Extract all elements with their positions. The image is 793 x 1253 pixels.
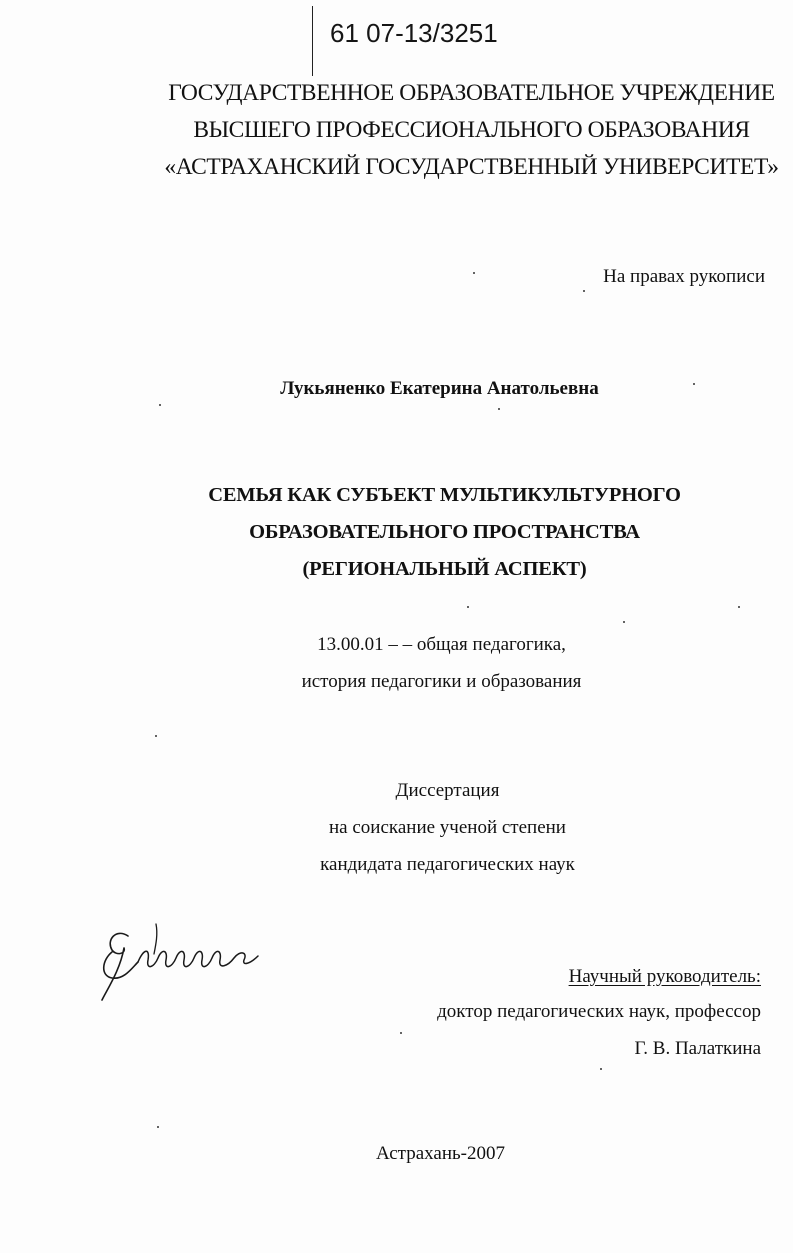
scan-speck	[583, 290, 585, 292]
city-year: Астрахань-2007	[376, 1143, 505, 1164]
scan-speck	[498, 408, 500, 410]
scan-speck	[400, 1032, 402, 1034]
institution-line-3: «АСТРАХАНСКИЙ ГОСУДАРСТВЕННЫЙ УНИВЕРСИТЕТ»	[164, 154, 779, 180]
specialty-code-line: 13.00.01 – – общая педагогика,	[317, 634, 566, 655]
stamp-vertical-line	[312, 6, 313, 76]
scan-speck	[738, 606, 740, 608]
institution-line-2: ВЫСШЕГО ПРОФЕССИОНАЛЬНОГО ОБРАЗОВАНИЯ	[193, 117, 750, 143]
archive-stamp-number: 61 07-13/3251	[330, 18, 498, 48]
scan-speck	[467, 606, 469, 608]
institution-line-1: ГОСУДАРСТВЕННОЕ ОБРАЗОВАТЕЛЬНОЕ УЧРЕЖДЕНИЕ	[168, 80, 775, 106]
scan-speck	[623, 621, 625, 623]
scan-speck	[693, 383, 695, 385]
scan-speck	[155, 735, 157, 737]
author-name: Лукьяненко Екатерина Анатольевна	[280, 378, 599, 399]
scan-speck	[159, 404, 161, 406]
supervisor-heading: Научный руководитель:	[568, 966, 761, 987]
scan-speck	[157, 1126, 159, 1128]
supervisor-name: Г. В. Палаткина	[634, 1038, 761, 1059]
supervisor-degree: доктор педагогических наук, профессор	[437, 1001, 761, 1022]
scan-speck	[473, 272, 475, 274]
dissertation-purpose: на соискание ученой степени	[329, 817, 566, 838]
handwritten-signature	[98, 918, 263, 1008]
scan-speck	[600, 1068, 602, 1070]
dissertation-label: Диссертация	[395, 780, 500, 801]
title-line-2: ОБРАЗОВАТЕЛЬНОГО ПРОСТРАНСТВА	[249, 521, 640, 543]
title-line-1: СЕМЬЯ КАК СУБЪЕКТ МУЛЬТИКУЛЬТУРНОГО	[208, 484, 681, 506]
dissertation-degree: кандидата педагогических наук	[320, 854, 575, 875]
manuscript-rights-note: На правах рукописи	[603, 266, 765, 287]
title-line-3: (РЕГИОНАЛЬНЫЙ АСПЕКТ)	[302, 558, 587, 580]
specialty-name-line: история педагогики и образования	[301, 671, 582, 692]
